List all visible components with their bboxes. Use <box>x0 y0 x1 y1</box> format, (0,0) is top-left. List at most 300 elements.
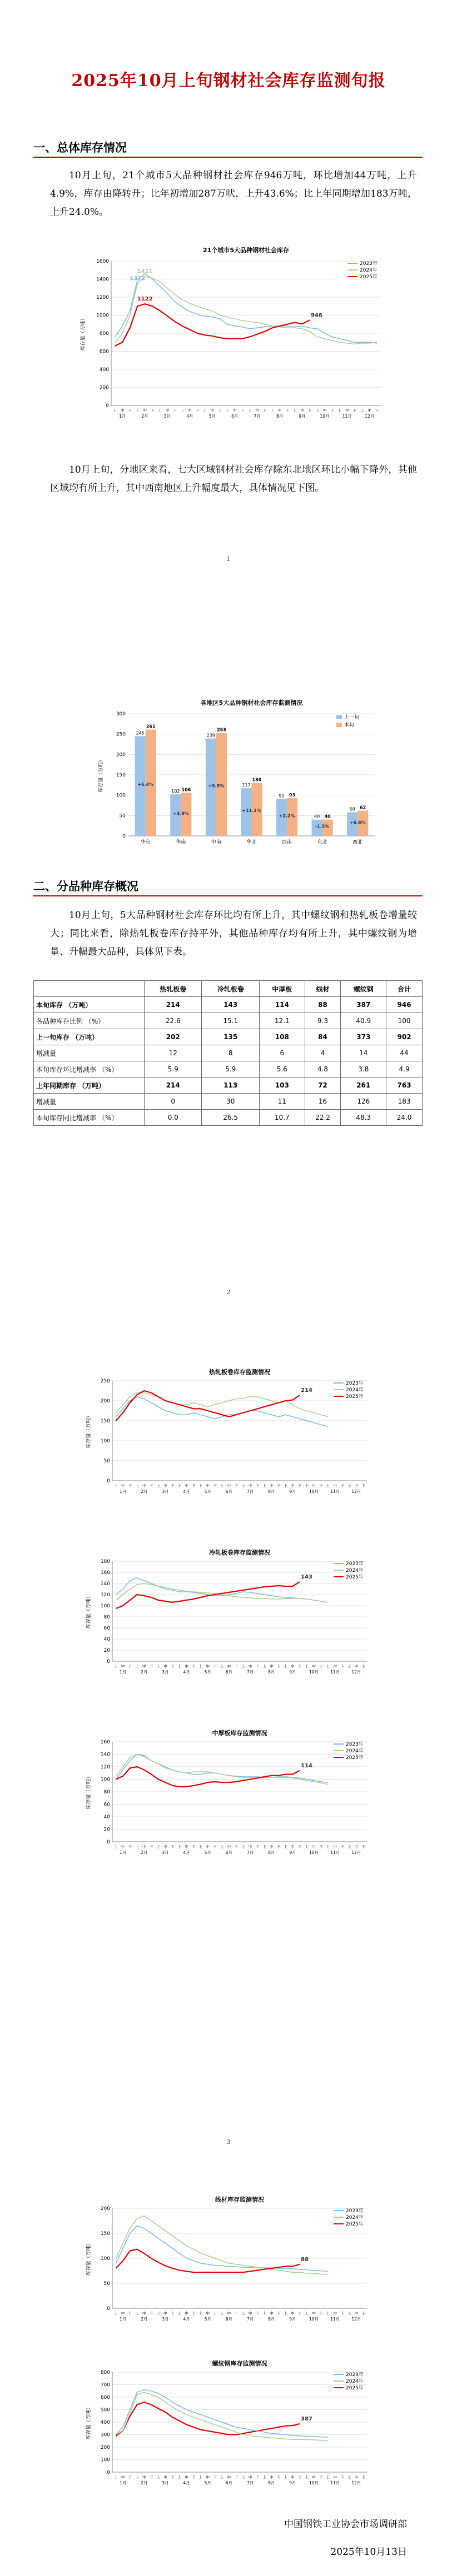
x-tick-label: 下 <box>361 1845 365 1849</box>
x-tick-label: 中 <box>163 1484 167 1488</box>
series-line-2025年 <box>116 1767 300 1787</box>
x-tick-label: 下 <box>128 1845 132 1849</box>
y-axis-label: 库存量（万吨） <box>86 2404 92 2440</box>
y-tick-label: 160 <box>100 1740 110 1745</box>
x-month-label: 4月 <box>183 2317 190 2322</box>
x-tick-label: 下 <box>149 2311 153 2316</box>
table-cell: 114 <box>259 997 305 1013</box>
y-tick-label: 50 <box>103 1459 110 1464</box>
table-cell: 3.8 <box>341 1061 386 1077</box>
x-tick-label: 上 <box>347 2311 351 2316</box>
x-tick-label: 中 <box>163 2311 167 2316</box>
bar-value-label: 106 <box>181 787 191 793</box>
x-tick-label: 中 <box>163 2475 167 2479</box>
table-cell: 5.6 <box>259 1061 305 1077</box>
x-month-label: 7月 <box>246 1489 254 1494</box>
x-tick-label: 上 <box>360 408 364 413</box>
table-row-label: 本旬库存 （万吨） <box>34 997 145 1013</box>
x-tick-label: 下 <box>340 2475 344 2479</box>
x-tick-label: 中 <box>312 1664 316 1668</box>
y-tick-label: 700 <box>100 2382 110 2388</box>
x-tick-label: 下 <box>262 408 267 413</box>
x-month-label: 6月 <box>225 1489 233 1494</box>
x-month-label: 12月 <box>351 2480 361 2485</box>
x-month-label: 7月 <box>246 1670 254 1675</box>
x-tick-label: 上 <box>220 1664 224 1668</box>
table-cell: 8 <box>202 1045 259 1061</box>
x-tick-label: 上 <box>114 2475 118 2479</box>
x-tick-label: 上 <box>198 2475 203 2479</box>
y-tick-label: 400 <box>100 2420 110 2425</box>
page-title: 2025年10月上旬钢材社会库存监测旬报 <box>71 71 386 91</box>
x-tick-label: 中 <box>270 1664 274 1668</box>
x-tick-label: 上 <box>114 1484 118 1488</box>
bar-value-label: 130 <box>252 777 262 783</box>
y-tick-label: 0 <box>107 2470 110 2475</box>
bar-value-label: 253 <box>217 727 226 733</box>
x-month-label: 2月 <box>141 1489 148 1494</box>
x-tick-label: 中 <box>206 2311 210 2316</box>
bar-value-label: 239 <box>206 733 216 738</box>
x-month-label: 7月 <box>246 1850 254 1855</box>
x-tick-label: 中 <box>333 1664 337 1668</box>
x-month-label: 6月 <box>231 414 239 419</box>
x-tick-label: 上 <box>113 408 117 413</box>
table-cell: 84 <box>305 1029 341 1045</box>
x-tick-label: 上 <box>315 408 319 413</box>
x-month-label: 9月 <box>289 2317 296 2322</box>
x-tick-label: 下 <box>192 1845 196 1849</box>
x-tick-label: 中 <box>255 408 259 413</box>
x-month-label: 1月 <box>119 1850 127 1855</box>
x-tick-label: 下 <box>234 2311 238 2316</box>
x-month-label: 10月 <box>309 1489 319 1494</box>
table-row-label: 上一旬库存 （万吨） <box>34 1029 145 1045</box>
x-tick-label: 上 <box>177 2311 182 2316</box>
legend-label: 2024年 <box>360 268 377 273</box>
x-tick-label: 中 <box>248 2475 252 2479</box>
x-tick-label: 中 <box>120 408 125 413</box>
x-tick-label: 下 <box>352 408 357 413</box>
table-cell: 946 <box>386 997 423 1013</box>
legend-label: 2023年 <box>346 1742 364 1747</box>
x-month-label: 8月 <box>268 2480 275 2485</box>
table-cell: 22.6 <box>145 1013 202 1029</box>
x-tick-label: 中 <box>185 2475 188 2479</box>
x-tick-label: 下 <box>319 2475 323 2479</box>
table-cell: 15.1 <box>202 1013 259 1029</box>
change-label: +2.2% <box>279 813 295 819</box>
y-tick-label: 600 <box>99 349 109 355</box>
x-tick-label: 下 <box>330 408 334 413</box>
series-line-2024年 <box>115 277 377 344</box>
x-tick-label: 下 <box>361 1664 365 1668</box>
x-tick-label: 上 <box>326 1484 330 1488</box>
y-tick-label: 100 <box>100 1603 110 1609</box>
legend-swatch <box>336 723 342 727</box>
x-tick-label: 下 <box>195 408 200 413</box>
x-tick-label: 上 <box>198 1484 203 1488</box>
x-tick-label: 中 <box>142 1484 146 1488</box>
x-month-label: 3月 <box>162 1670 169 1675</box>
x-tick-label: 中 <box>142 1664 146 1668</box>
y-tick-label: 300 <box>100 2432 110 2438</box>
x-month-label: 1月 <box>119 2480 127 2485</box>
bar-value-label: 117 <box>242 783 251 788</box>
x-tick-label: 上 <box>158 408 162 413</box>
table-cell: 202 <box>145 1029 202 1045</box>
table-cell: 135 <box>202 1029 259 1045</box>
chart-rebar <box>83 2358 372 2491</box>
bar-value-label: 40 <box>314 814 320 819</box>
table-cell: 261 <box>341 1077 386 1094</box>
legend-label: 2023年 <box>346 1561 364 1567</box>
table-cell: 0 <box>145 1094 202 1110</box>
bar-value-label: 58 <box>349 806 355 812</box>
x-month-label: 12月 <box>351 1489 361 1494</box>
x-month-label: 7月 <box>254 414 261 419</box>
x-tick-label: 下 <box>234 1845 238 1849</box>
x-tick-label: 中 <box>227 1845 231 1849</box>
x-tick-label: 上 <box>262 1845 266 1849</box>
x-tick-label: 中 <box>142 2311 146 2316</box>
table-cell: 11 <box>259 1094 305 1110</box>
y-tick-label: 1200 <box>96 295 109 300</box>
chart-medium-plate <box>83 1727 372 1861</box>
x-tick-label: 上 <box>262 2475 266 2479</box>
x-month-label: 12月 <box>351 1850 361 1855</box>
paragraph-overall: 10月上旬，21个城市5大品种钢材社会库存946万吨，环比增加44万吨，上升4.9%，库存由降转升；比年初增加287万吠，上升43.6%；比上年同期增加183万吨，上升24.0%。 <box>50 170 417 218</box>
table-cell: 6 <box>259 1045 305 1061</box>
x-tick-label: 下 <box>319 1845 323 1849</box>
x-tick-label: 中 <box>233 408 237 413</box>
series-line-2025年 <box>116 1582 300 1608</box>
x-month-label: 6月 <box>225 1670 233 1675</box>
table-cell: 113 <box>202 1077 259 1094</box>
y-tick-label: 400 <box>99 367 109 373</box>
x-month-label: 4月 <box>183 1850 190 1855</box>
x-month-label: 9月 <box>289 1489 296 1494</box>
x-tick-label: 下 <box>340 1664 344 1668</box>
x-tick-label: 下 <box>255 1664 260 1668</box>
x-tick-label: 中 <box>227 1484 231 1488</box>
y-tick-label: 1000 <box>96 313 109 319</box>
chart-cold-rolled <box>83 1547 372 1680</box>
bar-value-label: 102 <box>171 789 180 794</box>
chart-hot-rolled <box>83 1366 372 1500</box>
x-tick-label: 下 <box>149 1845 153 1849</box>
x-month-label: 2月 <box>141 2480 148 2485</box>
x-tick-label: 中 <box>312 2475 316 2479</box>
table-header-cell: 热轧板卷 <box>145 981 202 997</box>
x-tick-label: 下 <box>255 2311 260 2316</box>
x-month-label: 6月 <box>225 2480 233 2485</box>
x-tick-label: 上 <box>347 2475 351 2479</box>
y-tick-label: 1600 <box>96 259 109 264</box>
x-tick-label: 中 <box>333 2311 337 2316</box>
x-tick-label: 中 <box>227 1664 231 1668</box>
y-axis-label: 库存量（万吨） <box>98 757 104 793</box>
table-cell: 12.1 <box>259 1013 305 1029</box>
table-cell: 40.9 <box>341 1013 386 1029</box>
y-tick-label: 0 <box>106 403 109 409</box>
x-tick-label: 下 <box>319 1664 323 1668</box>
x-tick-label: 中 <box>277 408 282 413</box>
chart-title: 中厚板库存监测情况 <box>212 1730 267 1737</box>
data-label: 214 <box>301 1387 313 1394</box>
change-label: -1.5% <box>315 824 330 829</box>
x-tick-label: 上 <box>284 1484 287 1488</box>
table-row-label: 本旬库存同比增减率 （%） <box>34 1110 145 1126</box>
x-tick-label: 下 <box>340 2311 344 2316</box>
x-tick-label: 中 <box>206 2475 210 2479</box>
x-month-label: 3月 <box>162 2317 169 2322</box>
y-tick-label: 0 <box>107 1840 110 1845</box>
x-month-label: 10月 <box>320 414 330 419</box>
x-tick-label: 下 <box>340 1484 344 1488</box>
x-tick-label: 下 <box>213 2311 217 2316</box>
table-cell: 0.0 <box>145 1110 202 1126</box>
x-tick-label: 上 <box>135 1845 139 1849</box>
x-tick-label: 中 <box>248 1664 252 1668</box>
x-tick-label: 上 <box>305 1845 309 1849</box>
data-label: 1122 <box>137 296 153 303</box>
x-month-label: 2月 <box>141 1850 148 1855</box>
y-tick-label: 0 <box>107 1659 110 1665</box>
x-tick-label: 下 <box>149 1484 153 1488</box>
footer-date: 2025年10月13日 <box>330 2547 407 2558</box>
x-tick-label: 上 <box>156 2311 160 2316</box>
x-tick-label: 下 <box>173 408 177 413</box>
y-tick-label: 200 <box>100 1399 110 1404</box>
y-axis-label: 库存量（万吨） <box>86 1413 92 1449</box>
x-tick-label: 下 <box>255 2475 260 2479</box>
x-month-label: 5月 <box>204 2480 211 2485</box>
y-tick-label: 60 <box>103 1626 110 1631</box>
x-tick-label: 下 <box>170 1845 175 1849</box>
x-tick-label: 上 <box>326 2475 330 2479</box>
change-label: +5.9% <box>208 783 225 789</box>
x-tick-label: 下 <box>361 2475 365 2479</box>
legend-label: 2025年 <box>346 2385 364 2391</box>
paragraph-regions: 10月上旬，分地区来看，七大区域钢材社会库存除东北地区环比小幅下降外，其他区域均有所上升，其中西南地区上升幅度最大，具体情况见下图。 <box>50 464 417 494</box>
x-tick-label: 上 <box>220 2475 224 2479</box>
x-month-label: 2月 <box>141 2317 148 2322</box>
x-tick-label: 中 <box>185 1664 188 1668</box>
x-tick-label: 中 <box>312 1484 316 1488</box>
x-month-label: 9月 <box>289 1670 296 1675</box>
x-tick-label: 上 <box>177 2475 182 2479</box>
table-cell: 214 <box>145 1077 202 1094</box>
table-cell: 16 <box>305 1094 341 1110</box>
x-tick-label: 上 <box>305 2311 309 2316</box>
x-tick-label: 中 <box>121 1845 125 1849</box>
x-month-label: 3月 <box>162 1850 169 1855</box>
data-label: 88 <box>301 2256 309 2263</box>
change-label: +6.6% <box>349 820 366 825</box>
x-tick-label: 上 <box>241 1484 245 1488</box>
y-tick-label: 20 <box>103 1648 110 1653</box>
x-tick-label: 下 <box>192 2475 196 2479</box>
table-cell: 373 <box>341 1029 386 1045</box>
y-tick-label: 250 <box>116 731 126 738</box>
table-cell: 183 <box>386 1094 423 1110</box>
y-tick-label: 100 <box>100 2457 110 2463</box>
x-tick-label: 上 <box>284 2311 287 2316</box>
series-line-2023年 <box>116 2390 328 2438</box>
data-label: 114 <box>301 1762 313 1769</box>
table-cell: 4 <box>305 1045 341 1061</box>
table-cell: 48.3 <box>341 1110 386 1126</box>
chart-title: 线材库存监测情况 <box>215 2196 264 2203</box>
y-tick-label: 160 <box>100 1570 110 1576</box>
table-cell: 100 <box>386 1013 423 1029</box>
x-month-label: 1月 <box>119 414 126 419</box>
legend-label: 2025年 <box>346 1575 364 1580</box>
x-tick-label: 下 <box>170 2311 175 2316</box>
table-cell: 14 <box>341 1045 386 1061</box>
chart-wire-rod <box>83 2194 372 2327</box>
table-header-cell: 中厚板 <box>259 981 305 997</box>
legend-label: 2025年 <box>360 274 377 280</box>
x-tick-label: 中 <box>270 1845 274 1849</box>
x-tick-label: 上 <box>284 1664 287 1668</box>
y-tick-label: 250 <box>100 1379 110 1384</box>
table-row <box>34 1061 423 1077</box>
x-tick-label: 下 <box>276 2475 281 2479</box>
x-tick-label: 中 <box>354 1484 359 1488</box>
x-tick-label: 中 <box>248 2311 252 2316</box>
x-tick-label: 上 <box>326 1845 330 1849</box>
x-tick-label: 上 <box>326 2311 330 2316</box>
chart-title: 螺纹钢库存监测情况 <box>212 2360 267 2367</box>
page-number: 3 <box>226 2138 231 2146</box>
x-month-label: 8月 <box>268 1670 275 1675</box>
x-month-label: 8月 <box>268 1850 275 1855</box>
y-tick-label: 40 <box>103 1815 110 1820</box>
x-tick-label: 中 <box>121 1484 125 1488</box>
y-tick-label: 80 <box>103 1790 110 1795</box>
x-month-label: 7月 <box>246 2317 254 2322</box>
x-month-label: 4月 <box>183 1489 190 1494</box>
x-tick-label: 中 <box>270 2311 274 2316</box>
x-tick-label: 上 <box>177 1845 182 1849</box>
table-header-cell: 冷轧板卷 <box>202 981 259 997</box>
table-cell: 143 <box>202 997 259 1013</box>
x-tick-label: 中 <box>248 1845 252 1849</box>
x-tick-label: 下 <box>213 1845 217 1849</box>
x-tick-label: 中 <box>333 1845 337 1849</box>
y-tick-label: 200 <box>99 385 109 391</box>
series-line-2025年 <box>116 2402 300 2436</box>
x-tick-label: 上 <box>177 1484 182 1488</box>
x-tick-label: 上 <box>198 2311 203 2316</box>
x-tick-label: 中 <box>322 408 327 413</box>
x-tick-label: 中 <box>354 2311 359 2316</box>
x-tick-label: 上 <box>305 2475 309 2479</box>
data-label: 1421 <box>137 268 153 275</box>
x-tick-label: 下 <box>255 1484 260 1488</box>
table-row-label: 各品种库存比例 （%） <box>34 1013 145 1029</box>
x-tick-label: 中 <box>333 1484 337 1488</box>
x-month-label: 9月 <box>299 414 306 419</box>
y-tick-label: 120 <box>100 1592 110 1598</box>
x-tick-label: 中 <box>206 1484 210 1488</box>
table-row <box>34 1013 423 1029</box>
x-tick-label: 下 <box>375 408 379 413</box>
x-tick-label: 上 <box>247 408 252 413</box>
paragraph-varieties: 10月上旬，5大品种钢材社会库存环比均有所上升，其中螺纹钢和热轧板卷增量较大；同比来看，除热轧板卷库存持平外，其他品种库存均有所上升，其中螺纹钢为增量、升幅最大品种，具体见下表。 <box>50 910 417 958</box>
chart-title: 各地区5大品种钢材社会库存监测情况 <box>200 699 303 706</box>
x-tick-label: 下 <box>234 1484 238 1488</box>
x-tick-label: 中 <box>345 408 349 413</box>
x-category-label: 中南 <box>211 840 221 845</box>
x-tick-label: 下 <box>170 1664 175 1668</box>
x-tick-label: 上 <box>135 2311 139 2316</box>
series-line-2025年 <box>115 304 310 346</box>
chart-title: 冷轧板卷库存监测情况 <box>209 1549 270 1556</box>
y-tick-label: 600 <box>100 2395 110 2400</box>
x-month-label: 1月 <box>119 1670 127 1675</box>
chart-title: 热轧板卷库存监测情况 <box>209 1369 270 1376</box>
y-tick-label: 300 <box>116 711 126 717</box>
series-line-2023年 <box>115 274 377 343</box>
table-cell: 103 <box>259 1077 305 1094</box>
x-month-label: 3月 <box>162 1489 169 1494</box>
x-tick-label: 下 <box>170 2475 175 2479</box>
y-tick-label: 150 <box>100 1419 110 1424</box>
x-month-label: 12月 <box>365 414 375 419</box>
bar-value-label: 93 <box>289 792 296 798</box>
table-cell: 214 <box>145 997 202 1013</box>
x-tick-label: 上 <box>156 1845 160 1849</box>
x-tick-label: 下 <box>128 1484 132 1488</box>
legend-label: 本旬 <box>344 723 355 728</box>
legend-swatch <box>336 715 342 719</box>
x-tick-label: 下 <box>128 2475 132 2479</box>
table-cell: 9.3 <box>305 1013 341 1029</box>
x-tick-label: 上 <box>220 1484 224 1488</box>
x-tick-label: 上 <box>305 1664 309 1668</box>
x-month-label: 11月 <box>342 414 352 419</box>
x-tick-label: 上 <box>135 1484 139 1488</box>
x-category-label: 华北 <box>246 840 257 845</box>
x-month-label: 2月 <box>141 414 148 419</box>
table-corner <box>34 981 145 997</box>
x-tick-label: 中 <box>291 1845 295 1849</box>
x-category-label: 华东 <box>140 840 151 845</box>
series-line-2023年 <box>116 2226 328 2272</box>
x-tick-label: 上 <box>135 1664 139 1668</box>
x-tick-label: 中 <box>142 2475 146 2479</box>
x-tick-label: 下 <box>319 1484 323 1488</box>
x-tick-label: 下 <box>297 1845 302 1849</box>
x-month-label: 8月 <box>268 1489 275 1494</box>
x-tick-label: 上 <box>156 1664 160 1668</box>
x-month-label: 5月 <box>204 2317 211 2322</box>
x-month-label: 4月 <box>186 414 193 419</box>
x-tick-label: 下 <box>128 2311 132 2316</box>
x-tick-label: 下 <box>149 1664 153 1668</box>
x-month-label: 6月 <box>225 2317 233 2322</box>
x-month-label: 5月 <box>204 1850 211 1855</box>
y-tick-label: 50 <box>119 813 126 819</box>
x-tick-label: 下 <box>276 1664 281 1668</box>
section-rule <box>33 895 423 896</box>
table-cell: 763 <box>386 1077 423 1094</box>
y-tick-label: 100 <box>116 793 126 799</box>
y-tick-label: 140 <box>100 1752 110 1758</box>
